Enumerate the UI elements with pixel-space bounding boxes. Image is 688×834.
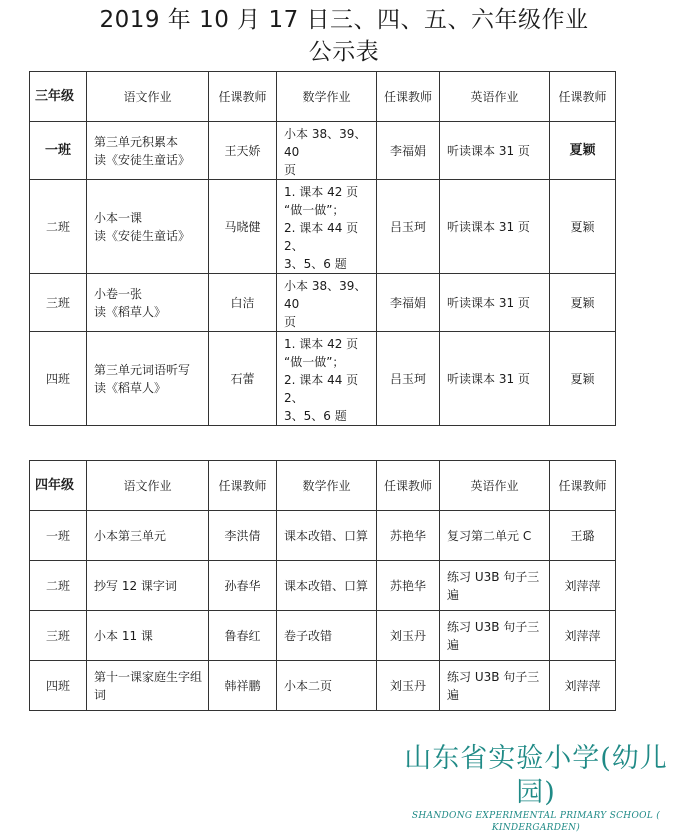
class-name: 二班 [30, 561, 87, 611]
math-line: 1. 课本 42 页 [284, 337, 359, 351]
english-homework: 听读课本 31 页 [440, 122, 550, 180]
table-row [30, 180, 616, 274]
english-teacher: 刘萍萍 [550, 561, 616, 611]
math-line: 课本改错、口算 [284, 578, 369, 593]
math-line: 小本二页 [284, 678, 333, 693]
header-chinese: 语文作业 [87, 72, 209, 122]
chinese-homework [87, 332, 209, 426]
math-line: 小本 38、39、40 [284, 279, 367, 311]
english-teacher: 王璐 [550, 511, 616, 561]
math-line: 3、5、6 题 [284, 257, 347, 271]
school-watermark [386, 742, 686, 834]
english-teacher: 夏颖 [550, 180, 616, 274]
chinese-line: 第三单元词语听写 [94, 362, 191, 377]
chinese-teacher: 孙春华 [209, 561, 277, 611]
math-homework [277, 180, 377, 274]
table-row [30, 122, 616, 180]
chinese-line: 读《安徒生童话》 [94, 152, 191, 167]
table-row [30, 611, 616, 661]
english-homework: 练习 U3B 句子三遍 [440, 611, 550, 661]
class-name: 四班 [30, 332, 87, 426]
header-english-teacher: 任课教师 [550, 461, 616, 511]
math-teacher: 刘玉丹 [377, 611, 440, 661]
grade-label: 三年级 [30, 72, 87, 122]
math-teacher: 苏艳华 [377, 511, 440, 561]
table-row [30, 274, 616, 332]
math-line: 3、5、6 题 [284, 409, 347, 423]
chinese-teacher: 马晓健 [209, 180, 277, 274]
grade4-homework-table [29, 460, 616, 711]
class-name: 三班 [30, 611, 87, 661]
math-teacher: 刘玉丹 [377, 661, 440, 711]
math-line: 卷子改错 [284, 628, 333, 643]
math-teacher: 吕玉珂 [377, 180, 440, 274]
page-subtitle: 公示表 [308, 39, 380, 65]
class-name: 四班 [30, 661, 87, 711]
chinese-teacher: 李洪倩 [209, 511, 277, 561]
chinese-homework [87, 661, 209, 711]
chinese-teacher: 王天娇 [209, 122, 277, 180]
math-line: “做一做”； [284, 203, 345, 217]
english-teacher: 夏颖 [550, 122, 616, 180]
math-teacher: 李福娟 [377, 122, 440, 180]
table-row [30, 511, 616, 561]
chinese-homework [87, 122, 209, 180]
math-homework [277, 561, 377, 611]
chinese-line: 小本 11 课 [94, 628, 153, 643]
chinese-homework [87, 180, 209, 274]
table-header-row [30, 461, 616, 511]
math-line: 小本 38、39、40 [284, 127, 367, 159]
chinese-line: 小本一课 [94, 210, 143, 225]
math-line: 2. 课本 44 页 2、 [284, 221, 359, 253]
chinese-teacher: 鲁春红 [209, 611, 277, 661]
grade-label: 四年级 [30, 461, 87, 511]
chinese-line: 小本第三单元 [94, 528, 167, 543]
chinese-homework [87, 561, 209, 611]
chinese-homework [87, 274, 209, 332]
header-math: 数学作业 [277, 72, 377, 122]
watermark-chinese: 山东省实验小学(幼儿园) [404, 743, 668, 808]
chinese-line: 第三单元积累本 [94, 134, 179, 149]
math-homework [277, 332, 377, 426]
class-name: 三班 [30, 274, 87, 332]
math-line: “做一做”； [284, 355, 345, 369]
math-line: 页 [284, 163, 297, 177]
english-teacher: 刘萍萍 [550, 611, 616, 661]
chinese-line: 读《安徒生童话》 [94, 228, 191, 243]
table-header-row [30, 72, 616, 122]
page-title: 2019 年 10 月 17 日三、四、五、六年级作业 [99, 7, 589, 33]
header-math-teacher: 任课教师 [377, 72, 440, 122]
chinese-line: 第十一课家庭生字组 [94, 669, 203, 684]
math-homework [277, 274, 377, 332]
math-teacher: 苏艳华 [377, 561, 440, 611]
english-homework: 练习 U3B 句子三遍 [440, 661, 550, 711]
chinese-homework [87, 611, 209, 661]
math-homework [277, 122, 377, 180]
header-chinese: 语文作业 [87, 461, 209, 511]
class-name: 一班 [30, 122, 87, 180]
english-homework: 练习 U3B 句子三遍 [440, 561, 550, 611]
header-chinese-teacher: 任课教师 [209, 72, 277, 122]
class-name: 二班 [30, 180, 87, 274]
grade3-homework-table [29, 71, 616, 426]
header-english-teacher: 任课教师 [550, 72, 616, 122]
math-teacher: 吕玉珂 [377, 332, 440, 426]
english-teacher: 夏颖 [550, 274, 616, 332]
header-math-teacher: 任课教师 [377, 461, 440, 511]
chinese-line: 读《稻草人》 [94, 304, 167, 319]
table-row [30, 561, 616, 611]
header-chinese-teacher: 任课教师 [209, 461, 277, 511]
math-homework [277, 611, 377, 661]
chinese-line: 词 [94, 687, 107, 702]
watermark-english: SHANDONG EXPERIMENTAL PRIMARY SCHOOL ( KINDERGARDEN) [411, 811, 661, 833]
math-line: 2. 课本 44 页 2、 [284, 373, 359, 405]
chinese-line: 读《稻草人》 [94, 380, 167, 395]
chinese-teacher: 石蕾 [209, 332, 277, 426]
math-homework [277, 511, 377, 561]
english-teacher: 夏颖 [550, 332, 616, 426]
table-row [30, 661, 616, 711]
class-name: 一班 [30, 511, 87, 561]
english-teacher: 刘萍萍 [550, 661, 616, 711]
math-line: 页 [284, 315, 297, 329]
math-homework [277, 661, 377, 711]
math-line: 课本改错、口算 [284, 528, 369, 543]
chinese-teacher: 白洁 [209, 274, 277, 332]
english-homework: 复习第二单元 C [440, 511, 550, 561]
math-line: 1. 课本 42 页 [284, 185, 359, 199]
chinese-teacher: 韩祥鹏 [209, 661, 277, 711]
header-math: 数学作业 [277, 461, 377, 511]
english-homework: 听读课本 31 页 [440, 332, 550, 426]
english-homework: 听读课本 31 页 [440, 274, 550, 332]
english-homework: 听读课本 31 页 [440, 180, 550, 274]
table-row [30, 332, 616, 426]
chinese-homework [87, 511, 209, 561]
header-english: 英语作业 [440, 461, 550, 511]
math-teacher: 李福娟 [377, 274, 440, 332]
chinese-line: 抄写 12 课字词 [94, 578, 177, 593]
chinese-line: 小卷一张 [94, 286, 143, 301]
header-english: 英语作业 [440, 72, 550, 122]
